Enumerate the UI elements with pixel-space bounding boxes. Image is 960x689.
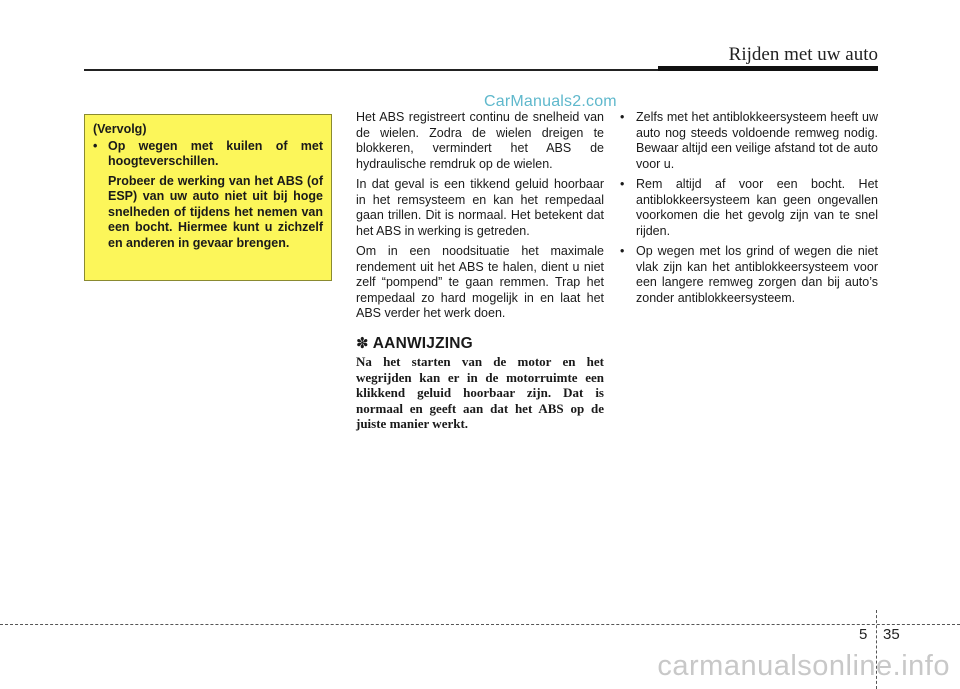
header-rule-accent [658, 66, 878, 71]
note-title-text: AANWIJZING [372, 334, 473, 352]
bullet-dot-icon: • [93, 138, 98, 153]
bullet-dot-icon: • [620, 244, 625, 258]
bullet-dot-icon: • [620, 110, 625, 124]
list-item [620, 177, 878, 239]
list-item-text: Rem altijd af voor een bocht. Het antiblokkeersysteem kan geen ongevallen voorkomen die het gevolg zijn van te snel rijden. [636, 177, 878, 238]
chapter-number: 5 [859, 626, 868, 643]
paragraph: Het ABS registreert continu de snelheid van de wielen. Zodra de wielen dreigen te blokkeren, vermindert het ABS de hydraulische remdruk op de wielen. [356, 110, 604, 171]
caution-bullet-text: Op wegen met kuilen of met hoogteverschillen. [108, 138, 323, 168]
note-body: Na het starten van de motor en het wegrijden kan er in de motorruimte een klikkend geluid hoorbaar zijn. Dat is normaal en geeft aan dat het ABS op de juiste manier werkt. [356, 354, 604, 431]
list-item-text: Op wegen met los grind of wegen die niet vlak zijn kan het antiblokkeersysteem voor een langere remweg zorgen dan bij auto’s zonder antiblokkeersysteem. [636, 244, 878, 305]
paragraph: Om in een noodsituatie het maximale rendement uit het ABS te halen, dient u niet zelf “pompend” te gaan remmen. Trap het rempedaal zo hard mogelijk in en laat het ABS verder het werk doen. [356, 244, 604, 320]
right-column [620, 110, 878, 311]
bullet-dot-icon: • [620, 177, 625, 191]
section-title: Rijden met uw auto [728, 44, 878, 65]
caution-box [84, 114, 332, 281]
middle-column [356, 110, 604, 432]
list-item [620, 244, 878, 306]
paragraph: In dat geval is een tikkend geluid hoorbaar in het remsysteem en kan het rempedaal gaan trillen. Dit is normaal. Het betekent dat het ABS in werking is getreden. [356, 177, 604, 238]
caution-continuation: Probeer de werking van het ABS (of ESP) van uw auto niet uit bij hoge snelheden of tijdens het nemen van een bocht. Hiermee kunt u zichzelf en anderen in gevaar brengen. [108, 173, 323, 250]
watermark-link[interactable]: CarManuals2.com [484, 93, 617, 110]
caution-heading: (Vervolg) [93, 122, 147, 136]
footer-rule [0, 624, 960, 625]
watermark-footer[interactable]: carmanualsonline.info [657, 650, 950, 682]
page-number: 35 [883, 626, 900, 643]
caution-bullet [93, 139, 323, 170]
note-star-icon: ✽ [356, 334, 369, 352]
note-title [356, 336, 604, 352]
list-item [620, 110, 878, 172]
list-item-text: Zelfs met het antiblokkeersysteem heeft uw auto nog steeds voldoende remweg nodig. Bewaar altijd een veilige afstand tot de auto voor u. [636, 110, 878, 171]
